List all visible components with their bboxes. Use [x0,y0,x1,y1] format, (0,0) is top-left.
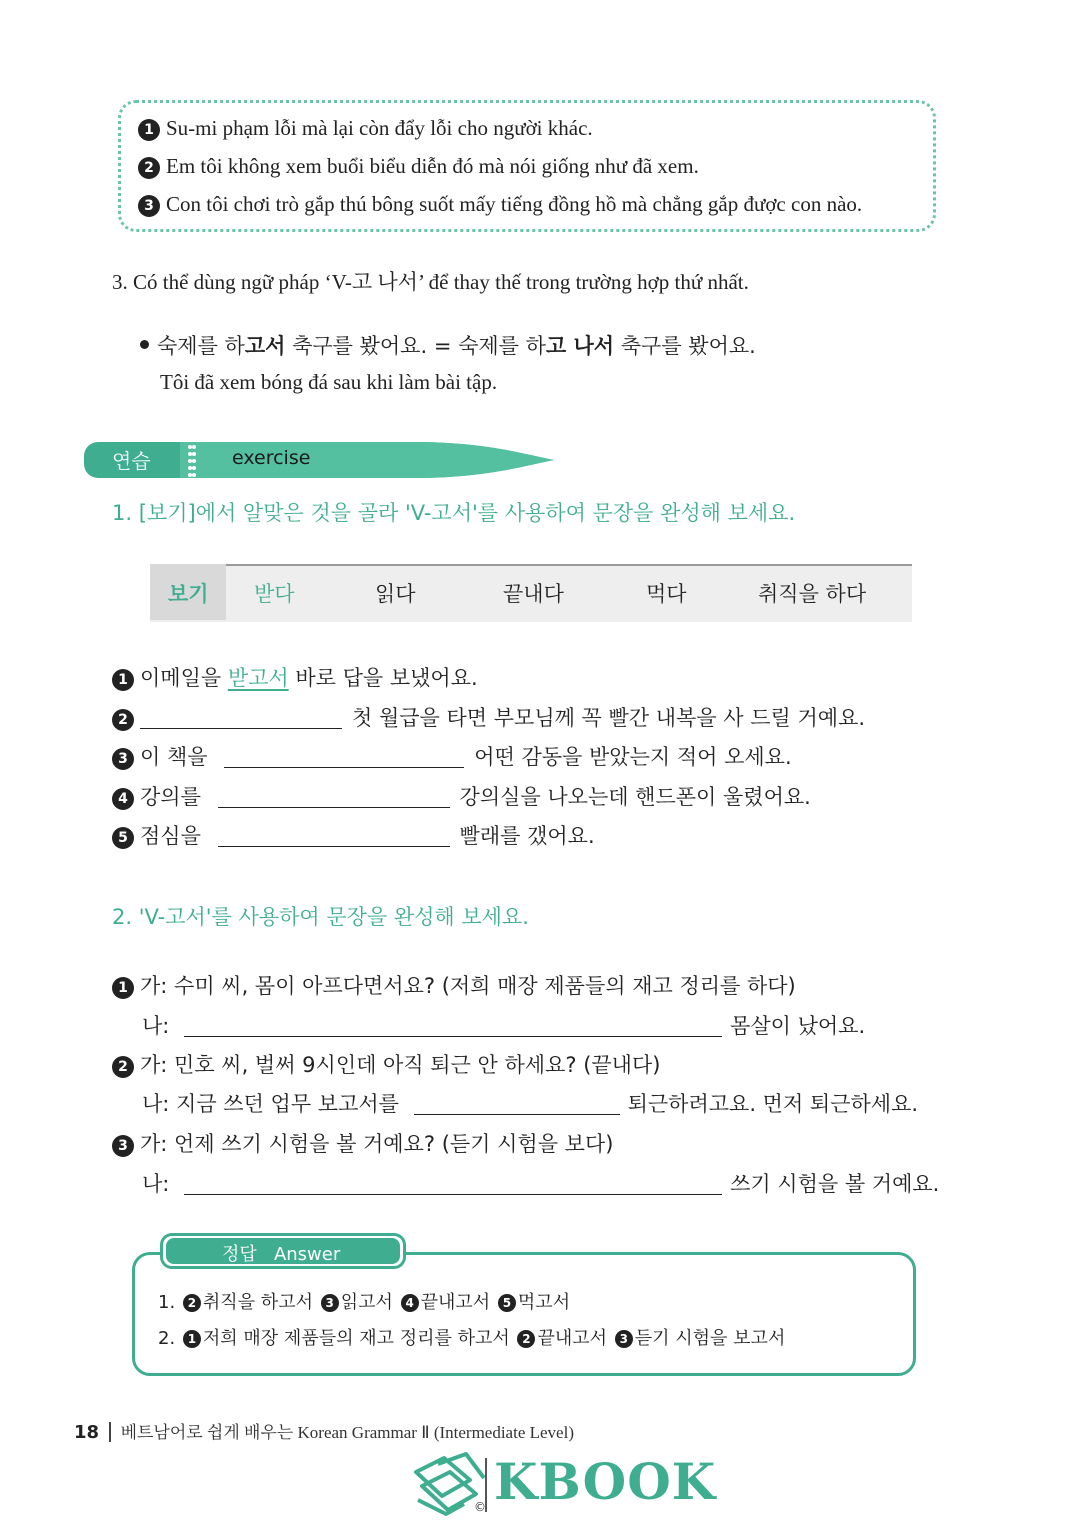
exercise-banner [84,442,554,478]
word-5: 취직을 하다 [758,582,867,606]
answer-line-2: 2. 1 저희 매장 제품들의 재고 정리를 하고서 2 끝내고서 3 듣기 시험을 보고서 [158,1328,786,1349]
q1-item-4: 4 강의를 강의실을 나오는데 핸드폰이 울렸어요. [112,781,811,811]
q2-item-3-ga: 3 가: 언제 쓰기 시험을 볼 거예요? (듣기 시험을 보다) [112,1128,613,1158]
answer-blank[interactable] [224,745,464,768]
q1-item-2: 2 첫 월급을 타면 부모님께 꼭 빨간 내복을 사 드릴 거예요. [112,702,865,732]
note-item-2: 2 Em tôi không xem buổi biểu diễn đó mà nói giống như đã xem. [138,154,699,179]
note-item-3: 3 Con tôi chơi trò gắp thú bông suốt mấy tiếng đồng hồ mà chẳng gắp được con nào. [138,192,862,217]
circled-number: 3 [112,748,134,770]
grammar-note-3: 3. Có thể dùng ngữ pháp ‘V-고 나서’ để thay thế trong trường hợp thứ nhất. [112,270,749,294]
kbook-logo-text: KBOOK [494,1452,717,1511]
note-item-1: 1 Su-mi phạm lỗi mà lại còn đẩy lỗi cho người khác. [138,116,593,141]
exercise-label-en: exercise [232,447,311,469]
answer-blank[interactable] [218,785,450,808]
sample-answer: 받고서 [227,666,289,690]
example-label: 보기 [168,582,209,606]
word-2: 읽다 [375,582,416,606]
page-number: 18 [74,1422,100,1443]
question-1-title: 1. [보기]에서 알맞은 것을 골라 'V-고서'를 사용하여 문장을 완성해 보세요. [112,501,796,525]
word-1: 받다 [254,582,295,606]
circled-number: 3 [321,1294,339,1312]
circled-number: 5 [112,827,134,849]
bullet-icon [140,340,149,349]
word-4: 먹다 [646,582,687,606]
example-korean: 숙제를 하고서 축구를 봤어요. = 숙제를 하고 나서 축구를 봤어요. [140,330,756,360]
q1-item-1: 1 이메일을 받고서 바로 답을 보냈어요. [112,662,478,692]
q2-item-1-ga: 1 가: 수미 씨, 몸이 아프다면서요? (저희 매장 제품들의 재고 정리를 하다) [112,970,796,1000]
circled-number: 5 [498,1294,516,1312]
circled-number: 1 [112,669,134,691]
book-title: 베트남어로 쉽게 배우는 Korean Grammar Ⅱ (Intermediate Level) [120,1423,574,1442]
circled-number: 4 [401,1294,419,1312]
logo-mark: © [474,1500,486,1514]
circled-number: 1 [112,977,134,999]
q2-item-2-ga: 2 가: 민호 씨, 벌써 9시인데 아직 퇴근 안 하세요? (끝내다) [112,1049,660,1079]
circled-number: 2 [183,1294,201,1312]
q2-item-2-na: 나: 지금 쓰던 업무 보고서를 퇴근하려고요. 먼저 퇴근하세요. [142,1092,919,1116]
circled-number: 3 [615,1330,633,1348]
answer-tab-label: 정답 Answer [222,1244,341,1265]
answer-blank[interactable] [140,706,342,729]
circled-number: 2 [138,157,160,179]
example-translation: Tôi đã xem bóng đá sau khi làm bài tập. [160,370,498,394]
q2-item-1-na: 나: 몸살이 났어요. [142,1014,866,1038]
q1-item-3: 3 이 책을 어떤 감동을 받았는지 적어 오세요. [112,741,792,771]
circled-number: 2 [112,1056,134,1078]
circled-number: 1 [138,119,160,141]
answer-line-1: 1. 2 취직을 하고서 3 읽고서 4 끝내고서 5 먹고서 [158,1292,571,1313]
answer-box [132,1252,916,1376]
answer-blank[interactable] [414,1092,620,1115]
circled-number: 2 [112,709,134,731]
q2-item-3-na: 나: 쓰기 시험을 볼 거예요. [142,1172,940,1196]
q1-item-5: 5 점심을 빨래를 갰어요. [112,820,595,850]
question-2-title: 2. 'V-고서'를 사용하여 문장을 완성해 보세요. [112,905,529,929]
circled-number: 3 [138,195,160,217]
word-3: 끝내다 [503,582,564,606]
exercise-label-ko: 연습 [112,449,151,473]
answer-blank[interactable] [218,824,450,847]
circled-number: 2 [517,1330,535,1348]
answer-blank[interactable] [184,1172,722,1195]
circled-number: 3 [112,1135,134,1157]
page-footer [74,1418,574,1443]
answer-blank[interactable] [184,1014,722,1037]
circled-number: 4 [112,788,134,810]
circled-number: 1 [183,1330,201,1348]
